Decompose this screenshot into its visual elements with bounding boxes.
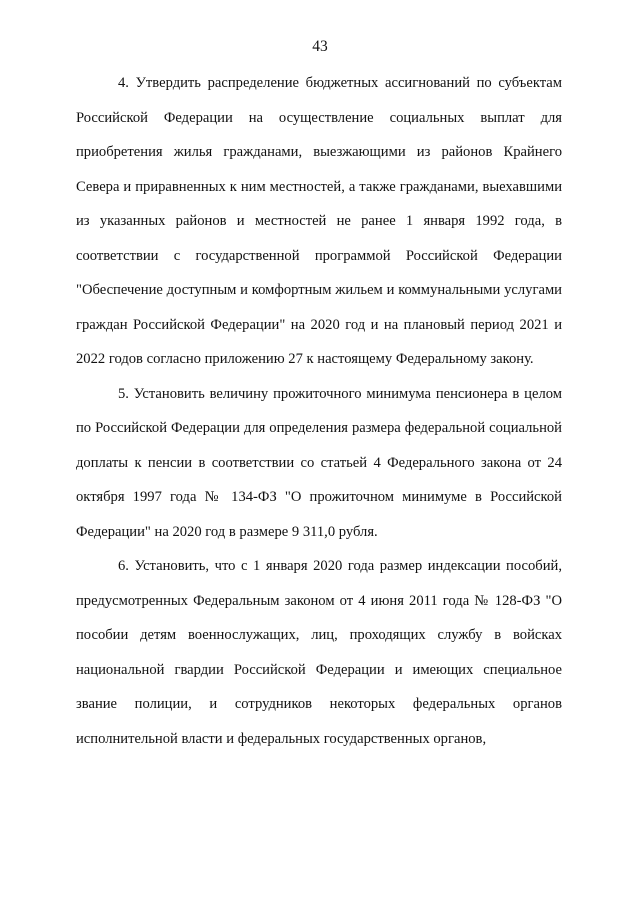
paragraph-4: 4. Утвердить распределение бюджетных ассигнований по субъектам Российской Федерации на осуществление социальных выплат для приобретения жилья гражданами, выезжающими из районов Крайнего Севера и приравненных к ним местностей, а также гражданами, выехавшими из указанных районов и местностей не ранее 1 января 1992 года, в соответствии с государственной программой Российской Федерации "Обеспечение доступным и комфортным жильем и коммунальными услугами граждан Российской Федерации" на 2020 год и на плановый период 2021 и 2022 годов согласно приложению 27 к настоящему Федеральному закону. <box>76 75 562 367</box>
document-body <box>76 66 562 756</box>
page-number: 43 <box>312 38 328 55</box>
paragraph-6: 6. Установить, что с 1 января 2020 года размер индексации пособий, предусмотренных Федеральным законом от 4 июня 2011 года № 128-ФЗ "О пособии детям военнослужащих, лиц, проходящих службу в войсках национальной гвардии Российской Федерации и имеющих специальное звание полиции, и сотрудников некоторых федеральных органов исполнительной власти и федеральных государственных органов, <box>76 558 562 747</box>
paragraph-5: 5. Установить величину прожиточного минимума пенсионера в целом по Российской Федерации для определения размера федеральной социальной доплаты к пенсии в соответствии со статьей 4 Федерального закона от 24 октября 1997 года № 134-ФЗ "О прожиточном минимуме в Российской Федерации" на 2020 год в размере 9 311,0 рубля. <box>76 385 562 540</box>
